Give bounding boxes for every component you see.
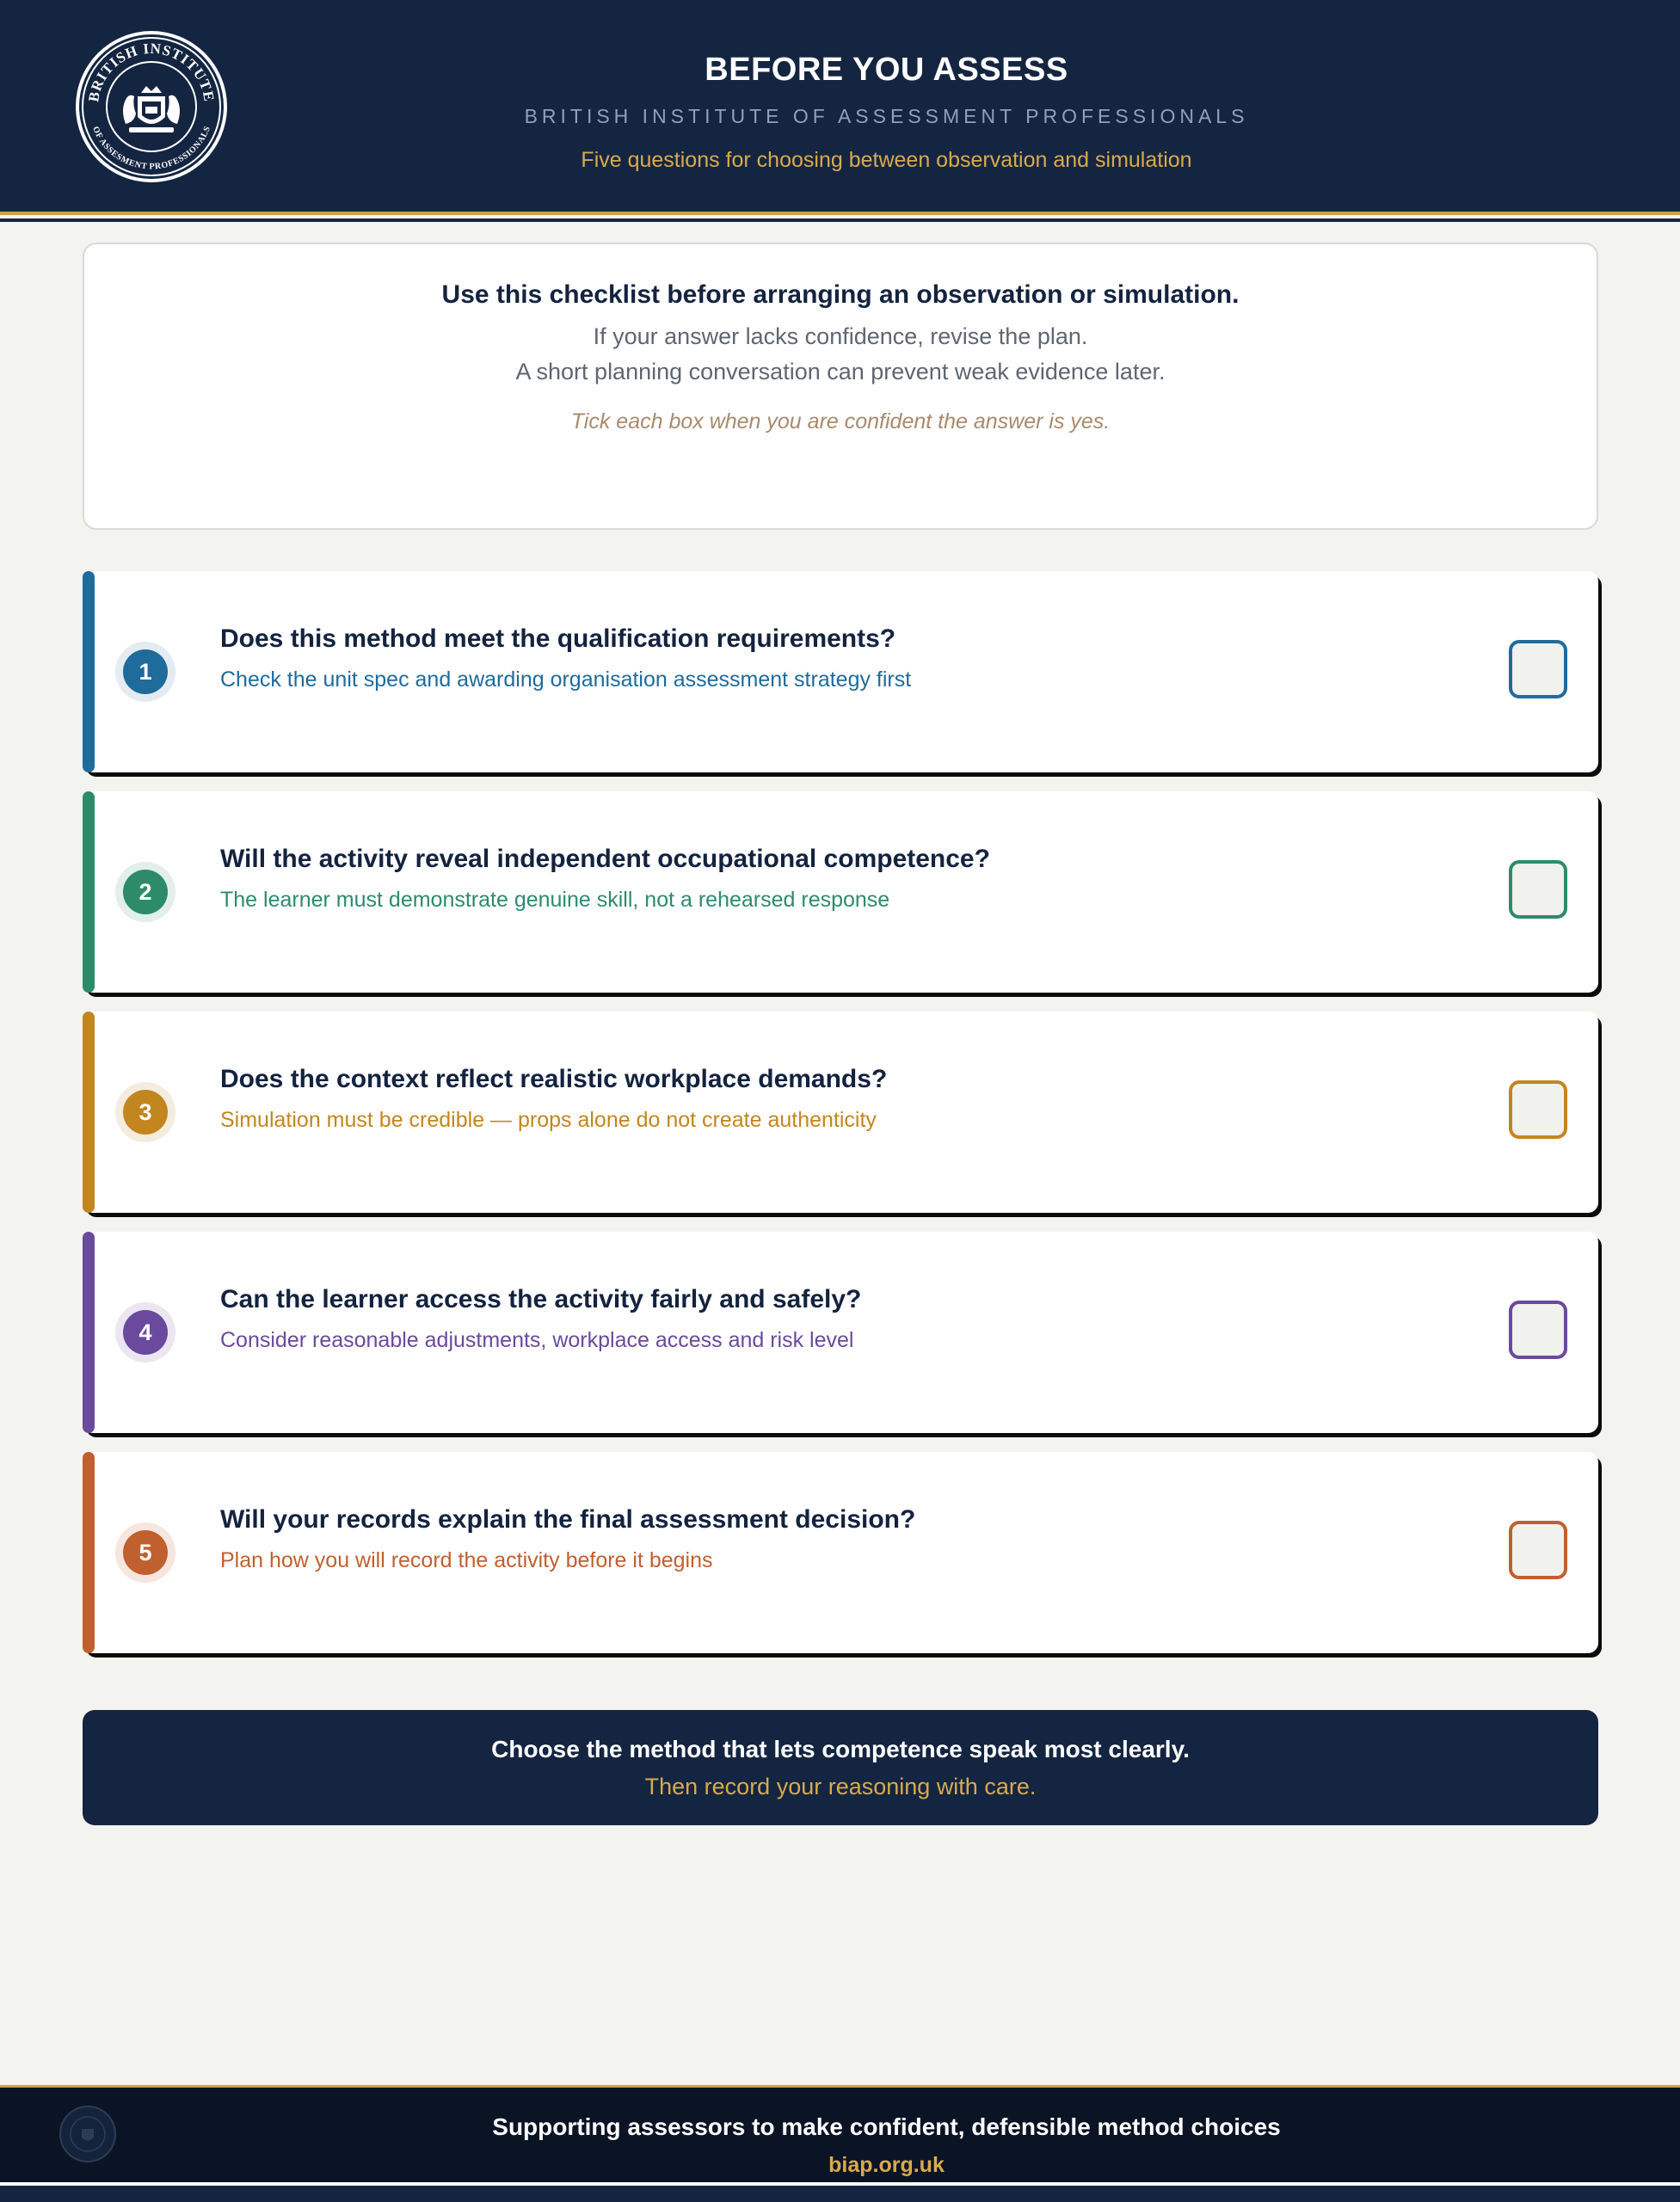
intro-card bbox=[83, 243, 1598, 530]
number-label: 1 bbox=[123, 649, 168, 694]
number-badge bbox=[115, 1302, 175, 1362]
logo-bottom-text: OF ASSESMENT PROFESSIONALS bbox=[90, 125, 212, 172]
page-footer bbox=[0, 2085, 1680, 2202]
question-checkbox[interactable] bbox=[1509, 1521, 1567, 1579]
accent-bar bbox=[83, 571, 95, 772]
number-label: 2 bbox=[123, 870, 168, 914]
number-label: 4 bbox=[123, 1310, 168, 1355]
organisation-name: BRITISH INSTITUTE OF ASSESSMENT PROFESSIONALS bbox=[524, 105, 1249, 127]
question-checkbox[interactable] bbox=[1509, 860, 1567, 919]
page-title: BEFORE YOU ASSESS bbox=[705, 52, 1068, 88]
question-checkbox[interactable] bbox=[1509, 640, 1567, 698]
question-text: Does this method meet the qualification requirements? bbox=[220, 624, 896, 653]
accent-bar bbox=[83, 1452, 95, 1653]
question-hint: Consider reasonable adjustments, workplace access and risk level bbox=[220, 1328, 854, 1352]
question-card-5 bbox=[83, 1452, 1598, 1653]
logo-top-text: BRITISH INSTITUTE bbox=[85, 40, 218, 103]
question-hint: Plan how you will record the activity before it begins bbox=[220, 1548, 713, 1572]
footer-website-link[interactable]: biap.org.uk bbox=[828, 2153, 945, 2177]
question-text: Will the activity reveal independent occupational competence? bbox=[220, 845, 990, 873]
intro-instruction: Tick each box when you are confident the answer is yes. bbox=[570, 409, 1111, 434]
number-label: 5 bbox=[123, 1530, 168, 1575]
number-badge bbox=[115, 862, 175, 922]
question-checkbox[interactable] bbox=[1509, 1301, 1567, 1359]
question-text: Will your records explain the final assessment decision? bbox=[220, 1505, 916, 1534]
intro-heading: Use this checklist before arranging an observation or simulation. bbox=[441, 280, 1240, 309]
question-hint: Check the unit spec and awarding organisation assessment strategy first bbox=[220, 667, 912, 692]
question-checkbox[interactable] bbox=[1509, 1080, 1567, 1139]
accent-bar bbox=[83, 791, 95, 993]
question-card-2 bbox=[83, 791, 1598, 993]
number-badge bbox=[115, 1522, 175, 1583]
accent-bar bbox=[83, 1012, 95, 1213]
question-hint: The learner must demonstrate genuine skill, not a rehearsed response bbox=[220, 888, 890, 912]
question-text: Does the context reflect realistic workplace demands? bbox=[220, 1065, 888, 1093]
intro-line-1: If your answer lacks confidence, revise the plan. bbox=[593, 323, 1088, 349]
summary-banner bbox=[83, 1710, 1598, 1825]
footer-band bbox=[0, 2186, 1680, 2202]
question-card-1 bbox=[83, 571, 1598, 772]
summary-line-1: Choose the method that lets competence speak most clearly. bbox=[491, 1736, 1190, 1762]
number-badge bbox=[115, 1082, 175, 1142]
summary-line-2: Then record your reasoning with care. bbox=[644, 1774, 1037, 1799]
question-hint: Simulation must be credible — props alone do not create authenticity bbox=[220, 1108, 877, 1132]
question-card-3 bbox=[83, 1012, 1598, 1213]
footer-tagline: Supporting assessors to make confident, defensible method choices bbox=[492, 2113, 1281, 2140]
page-header bbox=[0, 0, 1680, 215]
accent-bar bbox=[83, 1232, 95, 1433]
page-subtitle: Five questions for choosing between observation and simulation bbox=[581, 148, 1192, 172]
number-badge bbox=[115, 642, 175, 702]
question-card-4 bbox=[83, 1232, 1598, 1433]
question-text: Can the learner access the activity fairly and safely? bbox=[220, 1285, 862, 1313]
intro-line-2: A short planning conversation can prevent weak evidence later. bbox=[515, 359, 1166, 384]
number-label: 3 bbox=[123, 1090, 168, 1135]
